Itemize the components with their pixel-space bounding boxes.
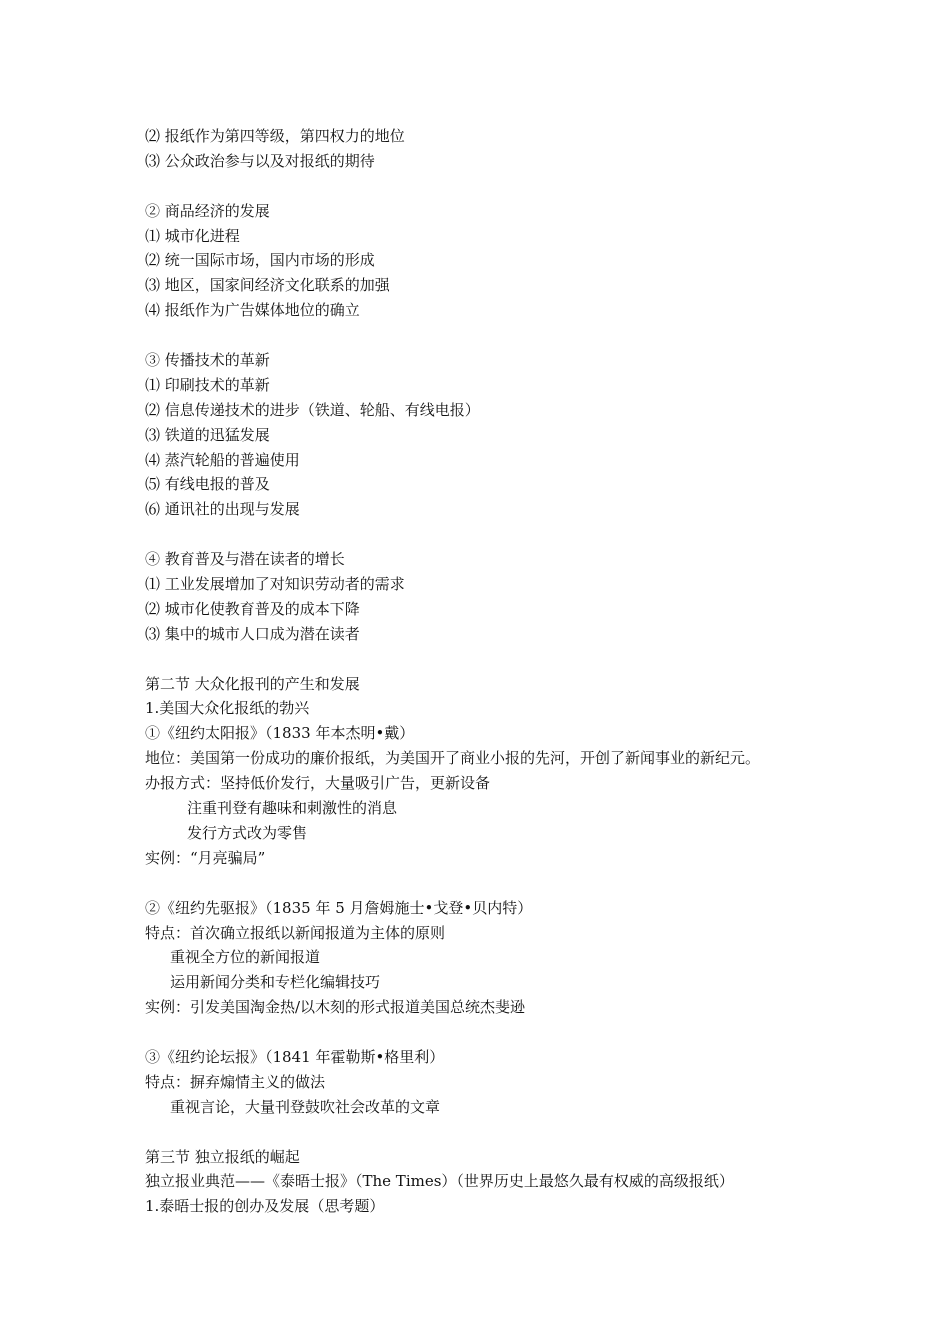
section-heading: ② 商品经济的发展	[145, 201, 270, 220]
text-line: 特点：摒弃煽情主义的做法	[145, 1072, 326, 1091]
text-line: ⑷ 蒸汽轮船的普遍使用	[145, 450, 300, 469]
text-line: 办报方式：坚持低价发行，大量吸引广告，更新设备	[145, 774, 491, 793]
text-line: 独立报业典范——《泰晤士报》（The Times）（世界历史上最悠久最有权威的高级报纸）	[145, 1172, 734, 1191]
text-line-indented: 重视言论，大量刊登鼓吹社会改革的文章	[170, 1097, 441, 1116]
newspaper-heading: ②《纽约先驱报》（1835 年 5 月詹姆施士•戈登•贝内特）	[145, 898, 533, 917]
document-body	[145, 124, 835, 1219]
text-line: ⑶ 公众政治参与以及对报纸的期待	[145, 151, 375, 170]
text-line: ⑵ 城市化使教育普及的成本下降	[145, 599, 360, 618]
text-line: ⑶ 集中的城市人口成为潜在读者	[145, 624, 360, 643]
blank-line	[145, 1120, 835, 1145]
text-line: ⑴ 城市化进程	[145, 226, 240, 245]
section-heading: ③ 传播技术的革新	[145, 351, 270, 370]
text-line-indented: 重视全方位的新闻报道	[170, 948, 321, 967]
text-line: ⑵ 统一国际市场，国内市场的形成	[145, 251, 375, 270]
text-line-indented: 运用新闻分类和专栏化编辑技巧	[170, 973, 381, 992]
section-heading: ④ 教育普及与潜在读者的增长	[145, 550, 345, 569]
text-line: 实例：“月亮骗局”	[145, 848, 266, 867]
text-line: ⑵ 信息传递技术的进步（铁道、轮船、有线电报）	[145, 400, 480, 419]
text-line: 地位：美国第一份成功的廉价报纸，为美国开了商业小报的先河，开创了新闻事业的新纪元。	[145, 749, 761, 768]
blank-line	[145, 174, 835, 199]
blank-line	[145, 323, 835, 348]
text-line: ⑸ 有线电报的普及	[145, 475, 270, 494]
text-line: ⑷ 报纸作为广告媒体地位的确立	[145, 301, 360, 320]
text-line: 实例：引发美国淘金热/以木刻的形式报道美国总统杰斐逊	[145, 998, 526, 1017]
subsection-title: 1.美国大众化报纸的勃兴	[145, 699, 310, 718]
text-line: ⑶ 铁道的迅猛发展	[145, 425, 270, 444]
text-line: ⑴ 工业发展增加了对知识劳动者的需求	[145, 575, 405, 594]
text-line-indented: 发行方式改为零售	[187, 823, 308, 842]
text-line: ⑴ 印刷技术的革新	[145, 375, 270, 394]
text-line: ⑹ 通讯社的出现与发展	[145, 500, 300, 519]
text-line: ⑵ 报纸作为第四等级，第四权力的地位	[145, 127, 405, 145]
blank-line	[145, 647, 835, 672]
chapter-section-title: 第二节 大众化报刊的产生和发展	[145, 674, 360, 693]
newspaper-heading: ①《纽约太阳报》（1833 年本杰明•戴）	[145, 724, 415, 743]
subsection-title: 1.泰晤士报的创办及发展（思考题）	[145, 1197, 385, 1216]
blank-line	[145, 522, 835, 547]
newspaper-heading: ③《纽约论坛报》（1841 年霍勒斯•格里利）	[145, 1047, 445, 1066]
blank-line	[145, 871, 835, 896]
blank-line	[145, 1020, 835, 1045]
chapter-section-title: 第三节 独立报纸的崛起	[145, 1147, 300, 1166]
text-line: 特点：首次确立报纸以新闻报道为主体的原则	[145, 923, 446, 942]
text-line-indented: 注重刊登有趣味和刺激性的消息	[187, 799, 398, 818]
text-line: ⑶ 地区，国家间经济文化联系的加强	[145, 276, 390, 295]
